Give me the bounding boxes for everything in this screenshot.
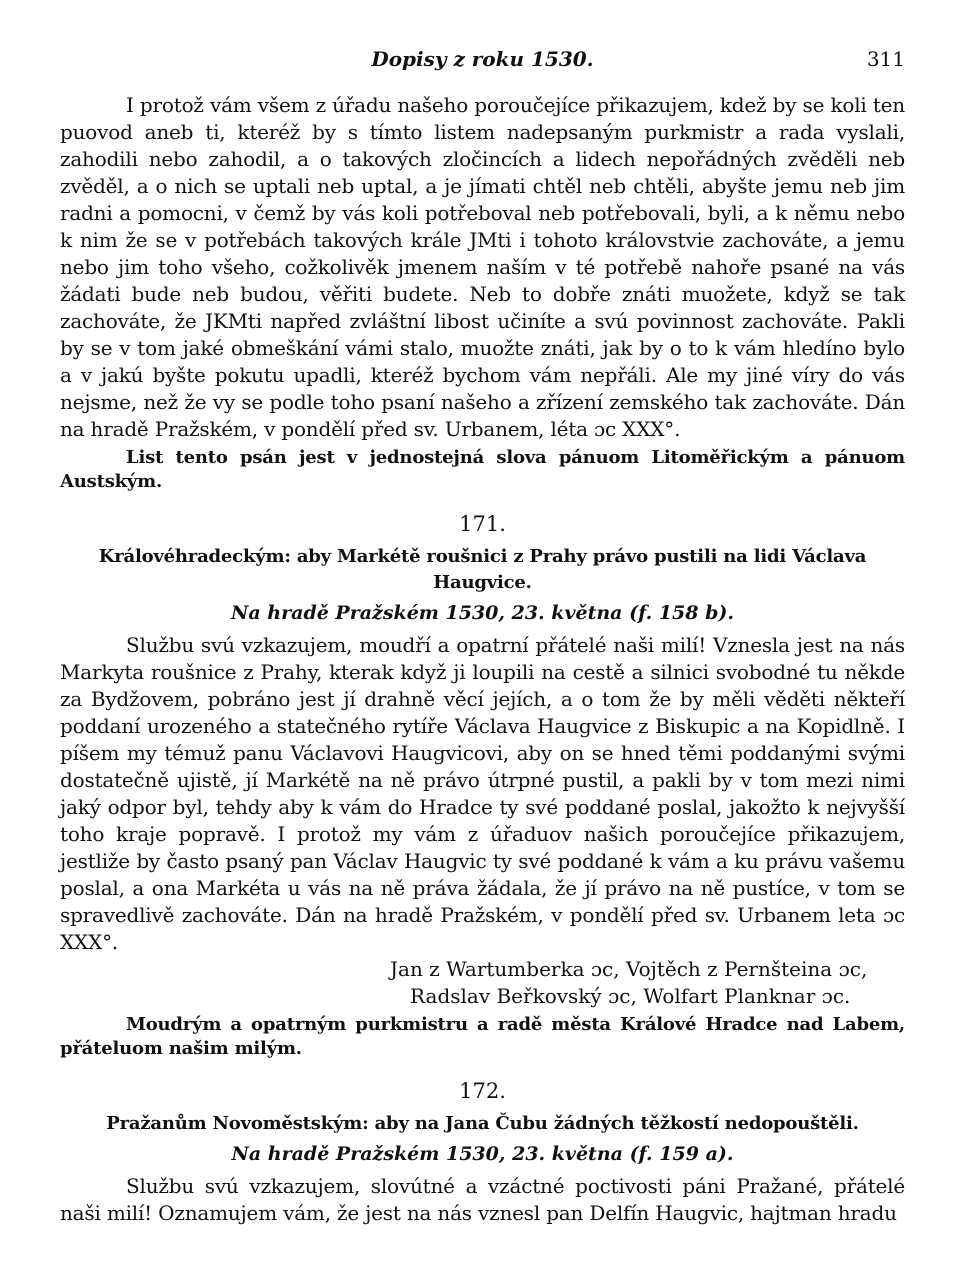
letter-172 bbox=[60, 1079, 905, 1227]
letter-170-continuation bbox=[60, 92, 905, 494]
letter-172-number: 172. bbox=[459, 1079, 506, 1103]
letter-171-summary: Královéhradeckým: aby Markétě roušnici z Prahy právo pustili na lidi Václava Haugvice. bbox=[98, 546, 867, 593]
running-title: Dopisy z roku 1530. bbox=[371, 47, 594, 71]
letter-171-address: Moudrým a opatrným purkmistru a radě města Králové Hradce nad Labem, přáteluom našim milým. bbox=[60, 1014, 905, 1059]
running-head bbox=[60, 47, 905, 77]
letter-171-body: Službu svú vzkazujem, moudří a opatrní přátelé naši milí! Vznesla jest na nás Markyta roušnice z Prahy, kterak když ji loupili na cestě a silnici svobodné tu někde za Bydžovem, pobráno jest jí drahně věcí jejích, a o tom že by měli věděti někteří poddaní urozeného a statečného rytíře Václava Haugvice z Biskupic a na Kopidlně. I píšem my témuž panu Václavovi Haugvicovi, aby on se hned těmi poddanými svými dostatečně ujistě, jí Markétě na ně právo útrpné pustil, a pakli by v tom mezi nimi jaký odpor byl, tehdy aby k vám do Hradce ty své poddané poslal, jakožto k nejvyšší toho kraje popravě. I protož my vám z úřaduov našich poroučejíce přikazujem, jestliže by často psaný pan Václav Haugvic ty své poddané k vám a ku právu vašemu poslal, a ona Markéta u vás na ně práva žádala, že jí právo na ně pustíce, v tom se spravedlivě zachováte. Dán na hradě Pražském, v pondělí před sv. Urbanem leta ɔc XXX°. bbox=[60, 633, 905, 954]
letter-171 bbox=[60, 512, 905, 1061]
signers-line-2: Radslav Beřkovský ɔc, Wolfart Planknar ɔc. bbox=[410, 984, 851, 1008]
page-content bbox=[60, 92, 905, 1227]
letter-170-body: I protož vám všem z úřadu našeho poroučejíce přikazujem, kdež by se koli ten puovod aneb ti, kteréž by s tímto listem nadepsaným purkmistr a rada vyslali, zahodili nebo zahodil, a o takových zločincích a lidech nepořádných zvěděli neb zvěděl, a o nich se uptali neb uptal, a je jímati chtěl neb chtěli, abyšte jemu neb jim radni a pomocni, v čemž by vás koli potřeboval neb potřebovali, byli, a k němu nebo k nim že se v potřebách takových krále JMti i tohoto královstvie zachováte, a jemu nebo jim toho všeho, cožkolivěk jmenem naším v té potřebě nahoře psané na vás žádati bude neb budou, věřiti budete. Neb to dobře znáti muožete, když se tak zachováte, že JKMti napřed zvláštní libost učiníte a svú povinnost zachováte. Pakli by se v tom jaké obmeškání vámi stalo, muožte znáti, jak by o to k vám hledíno bylo a v jakú byšte pokutu upadli, kteréž bychom vám nepřáli. Ale my jiné víry do vás nejsme, než že vy se podle toho psaní našeho a zřízení zemského tak zachováte. Dán na hradě Pražském, v pondělí před sv. Urbanem, léta ɔc XXX°. bbox=[60, 93, 905, 441]
letter-172-date: Na hradě Pražském 1530, 23. května (f. 159 a). bbox=[231, 1143, 734, 1165]
signers-line-1: Jan z Wartumberka ɔc, Vojtěch z Pernšteina ɔc, bbox=[390, 957, 868, 981]
page-number: 311 bbox=[866, 47, 905, 71]
letter-171-date: Na hradě Pražském 1530, 23. května (f. 158 b). bbox=[231, 602, 734, 624]
letter-172-summary: Pražanům Novoměstským: aby na Jana Čubu žádných těžkostí nedopouštěli. bbox=[106, 1113, 859, 1134]
letter-171-signers bbox=[60, 956, 905, 1010]
letter-171-number: 171. bbox=[459, 512, 506, 536]
letter-170-note: List tento psán jest v jednostejná slova pánuom Litoměřickým a pánuom Austským. bbox=[60, 447, 905, 492]
letter-172-body: Službu svú vzkazujem, slovútné a vzáctné poctivosti páni Pražané, přátelé naši milí! Oznamujem vám, že jest na nás vznesl pan Delfín Haugvic, hajtman hradu bbox=[60, 1174, 905, 1225]
